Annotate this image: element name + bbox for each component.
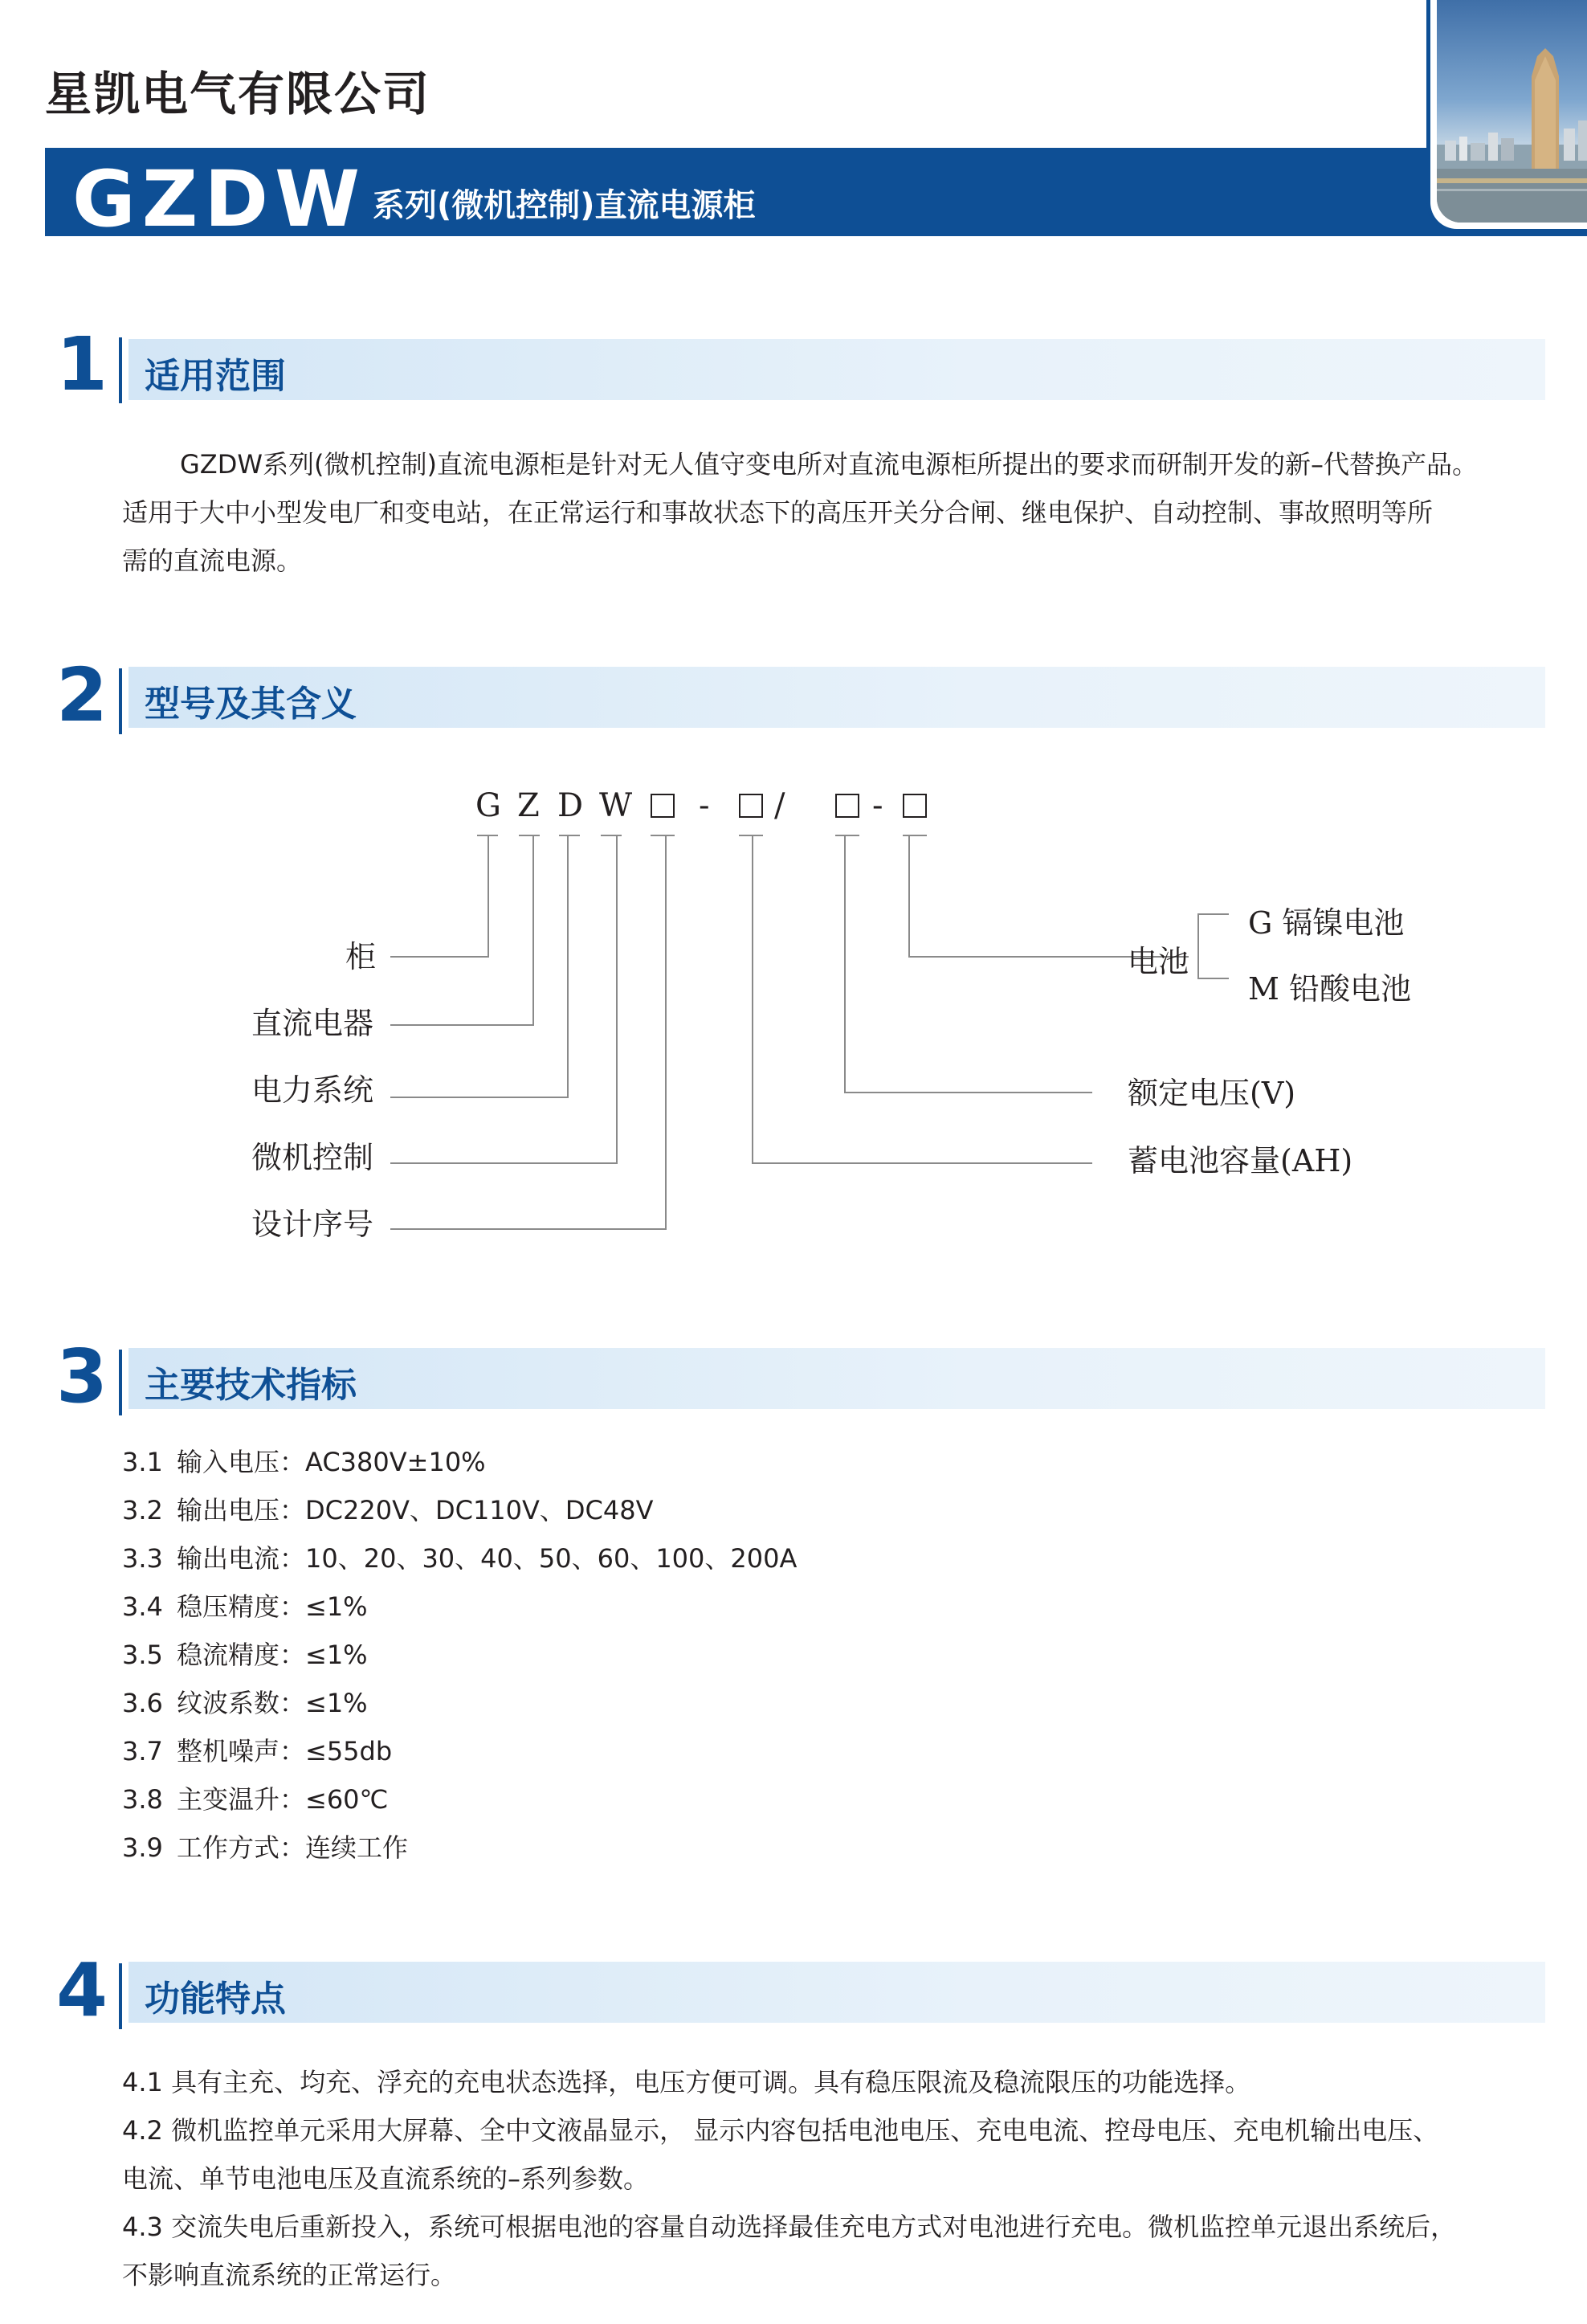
- spec-text: 稳流精度：≤1%: [177, 1640, 368, 1670]
- feature-line: 不影响直流系统的正常运行。: [122, 2260, 457, 2290]
- product-subtitle: 系列(微机控制)直流电源柜: [373, 187, 756, 224]
- spec-item: [122, 1486, 797, 1534]
- spec-text: 输入电压：AC380V±10%: [177, 1447, 486, 1477]
- label-microcomputer-control: 微机控制: [251, 1140, 374, 1175]
- diagram-lines: [0, 771, 1587, 1269]
- skyline-icon: [1437, 0, 1587, 223]
- section-divider-2: [119, 668, 122, 734]
- spec-item: [122, 1631, 797, 1679]
- spec-list: [122, 1438, 797, 1872]
- spec-item: [122, 1679, 797, 1727]
- city-skyline-photo: [1426, 0, 1587, 233]
- label-cabinet: 柜: [345, 939, 377, 974]
- section-number-1: 1: [56, 321, 108, 407]
- label-dc-appliance: 直流电器: [251, 1006, 374, 1041]
- model-diagram: [0, 771, 1587, 1269]
- product-title: GZDW: [72, 154, 366, 244]
- section-title-1: 适用范围: [145, 356, 286, 397]
- scope-paragraph: [122, 440, 1568, 585]
- section-number-3: 3: [56, 1334, 108, 1419]
- code-dash-2: -: [872, 787, 883, 824]
- code-char-w: W: [599, 787, 633, 824]
- section-header-4: [129, 1962, 1545, 2023]
- spec-number: 3.9: [122, 1832, 163, 1863]
- section-divider-4: [119, 1963, 122, 2029]
- spec-number: 3.5: [122, 1640, 163, 1670]
- spec-number: 3.8: [122, 1784, 163, 1815]
- section-title-3: 主要技术指标: [145, 1365, 357, 1406]
- spec-item: [122, 1534, 797, 1583]
- battery-option-nicd: G 镉镍电池: [1248, 905, 1405, 941]
- code-char-z: Z: [517, 787, 540, 824]
- spec-number: 3.4: [122, 1591, 163, 1622]
- spec-text: 整机噪声：≤55db: [177, 1736, 393, 1766]
- spec-text: 稳压精度：≤1%: [177, 1591, 368, 1622]
- section-number-2: 2: [56, 652, 108, 738]
- feature-line: 电流、单节电池电压及直流系统的–系列参数。: [122, 2163, 650, 2194]
- scope-line-3: 需的直流电源。: [122, 545, 303, 576]
- scope-line-1: GZDW系列(微机控制)直流电源柜是针对无人值守变电所对直流电源柜所提出的要求而研制开发的新–代替换产品。: [180, 449, 1478, 480]
- code-char-g: G: [475, 787, 501, 824]
- label-rated-voltage: 额定电压(V): [1128, 1076, 1296, 1111]
- scope-line-2: 适用于大中小型发电厂和变电站，在正常运行和事故状态下的高压开关分合闸、继电保护、自动控制、事故照明等所: [122, 497, 1434, 528]
- code-slash: /: [774, 787, 785, 824]
- code-char-d: D: [557, 787, 584, 824]
- label-battery: 电池: [1128, 944, 1189, 979]
- spec-item: [122, 1438, 797, 1486]
- spec-item: [122, 1824, 797, 1872]
- spec-text: 输出电压：DC220V、DC110V、DC48V: [177, 1495, 654, 1526]
- spec-number: 3.1: [122, 1447, 163, 1477]
- spec-number: 3.6: [122, 1688, 163, 1718]
- feature-line: 4.3 交流失电后重新投入，系统可根据电池的容量自动选择最佳充电方式对电池进行充电。微机监控单元退出系统后，: [122, 2212, 1457, 2242]
- section-divider-3: [119, 1350, 122, 1415]
- company-name: 星凯电气有限公司: [45, 67, 431, 121]
- section-header-1: [129, 339, 1545, 400]
- section-title-4: 功能特点: [145, 1979, 286, 2020]
- section-number-4: 4: [56, 1947, 108, 2033]
- section-header-2: [129, 667, 1545, 728]
- spec-text: 工作方式：连续工作: [177, 1832, 409, 1863]
- spec-text: 主变温升：≤60℃: [177, 1784, 389, 1815]
- spec-number: 3.7: [122, 1736, 163, 1766]
- section-divider-1: [119, 337, 122, 403]
- section-title-2: 型号及其含义: [145, 684, 357, 725]
- spec-number: 3.2: [122, 1495, 163, 1526]
- code-dash-1: -: [699, 787, 710, 824]
- spec-item: [122, 1583, 797, 1631]
- title-bar: [45, 148, 1587, 244]
- section-header-3: [129, 1348, 1545, 1409]
- spec-text: 输出电流：10、20、30、40、50、60、100、200A: [177, 1543, 798, 1574]
- spec-item: [122, 1775, 797, 1824]
- label-design-number: 设计序号: [251, 1207, 374, 1242]
- label-power-system: 电力系统: [251, 1072, 374, 1108]
- spec-text: 纹波系数：≤1%: [177, 1688, 368, 1718]
- spec-item: [122, 1727, 797, 1775]
- label-battery-capacity: 蓄电池容量(AH): [1128, 1143, 1353, 1178]
- battery-option-lead-acid: M 铅酸电池: [1248, 971, 1411, 1007]
- feature-line: 4.1 具有主充、均充、浮充的充电状态选择，电压方便可调。具有稳压限流及稳流限压的功能选择。: [122, 2067, 1251, 2097]
- feature-line: 4.2 微机监控单元采用大屏幕、全中文液晶显示， 显示内容包括电池电压、充电电流、控母电压、充电机输出电压、: [122, 2115, 1439, 2146]
- spec-number: 3.3: [122, 1543, 163, 1574]
- features-paragraph: [122, 2058, 1568, 2299]
